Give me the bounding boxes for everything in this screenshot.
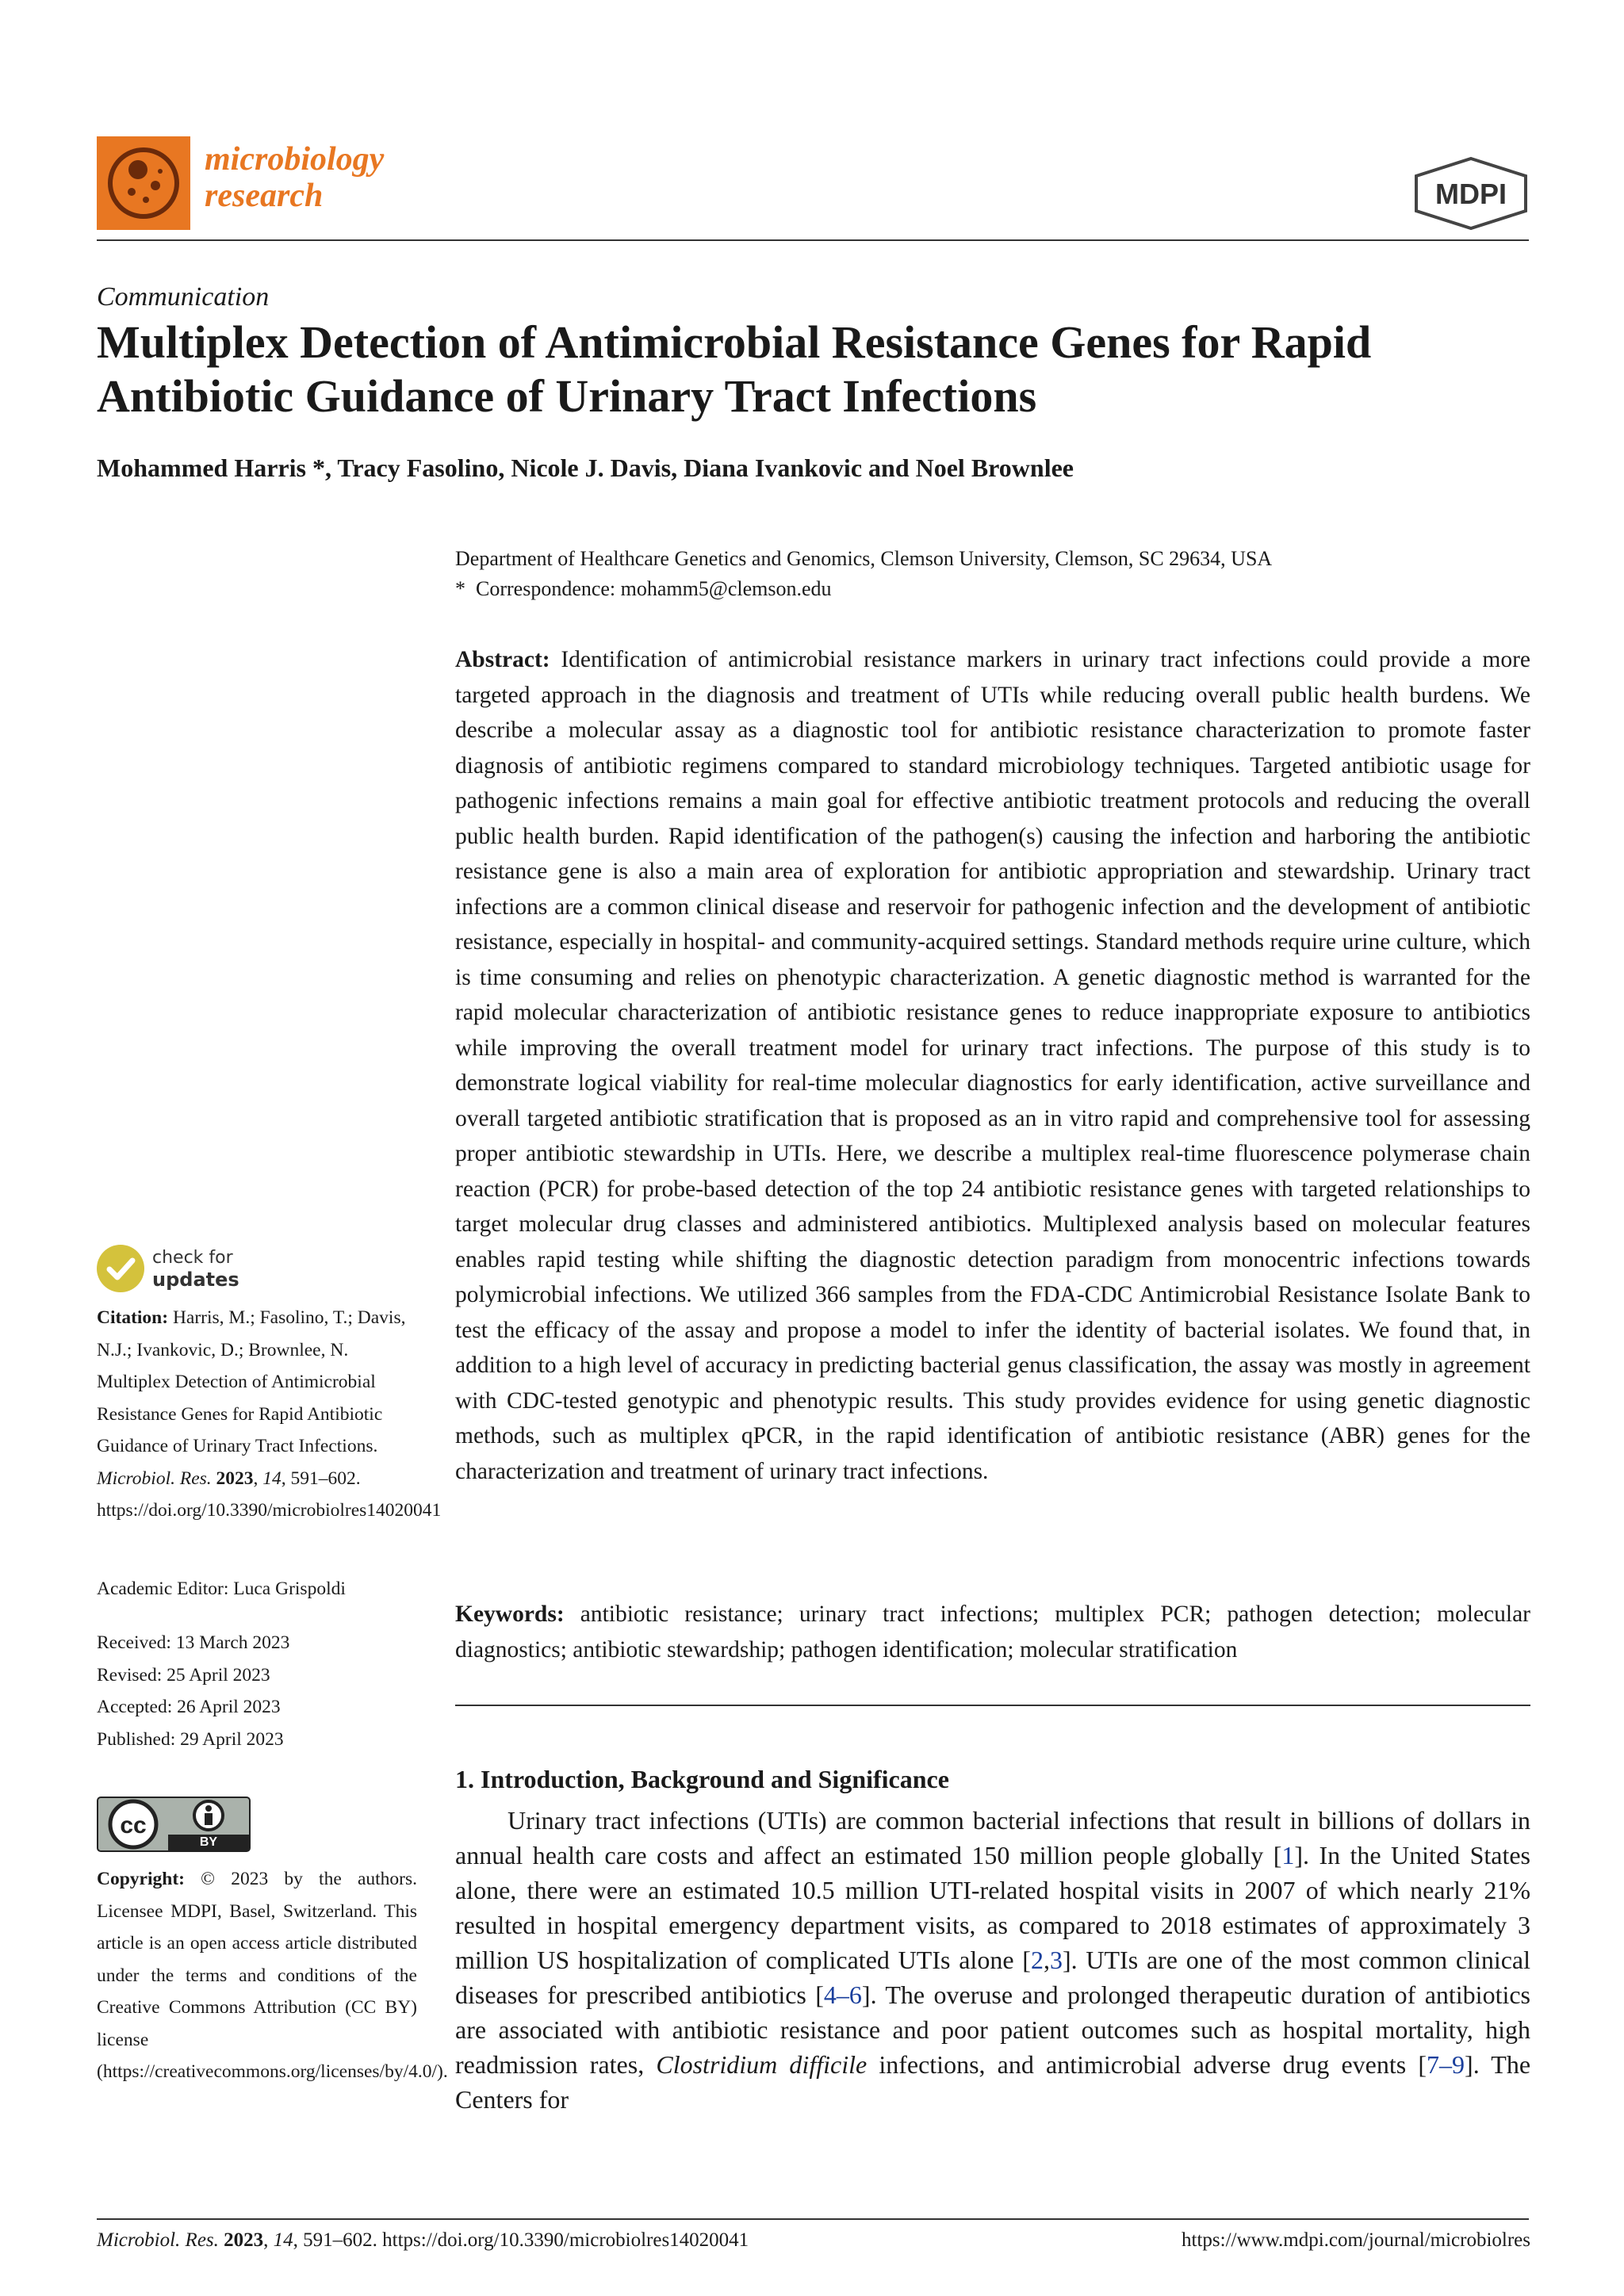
cc-by-label: BY <box>199 1835 218 1849</box>
date-published: Published: 29 April 2023 <box>97 1728 284 1750</box>
affiliation: Department of Healthcare Genetics and Genomics, Clemson University, Clemson, SC 29634, USA <box>455 547 1273 570</box>
petri-dish-icon <box>97 136 190 230</box>
check-for-updates-badge[interactable] <box>97 1245 255 1300</box>
abstract-label: Abstract: <box>455 647 550 672</box>
article-type: Communication <box>97 282 270 312</box>
publisher-name: MDPI <box>1435 178 1507 210</box>
abstract <box>455 642 1530 1489</box>
reference-link[interactable]: 9 <box>1452 2050 1465 2079</box>
reference-link[interactable]: 4 <box>823 1980 837 2009</box>
date-revised: Revised: 25 April 2023 <box>97 1664 270 1686</box>
header-divider <box>97 239 1529 241</box>
reference-link[interactable]: 3 <box>1049 1946 1063 1974</box>
date-received: Received: 13 March 2023 <box>97 1632 290 1653</box>
reference-link[interactable]: 6 <box>848 1980 862 2009</box>
citation-text: Harris, M.; Fasolino, T.; Davis, N.J.; Ivankovic, D.; Brownlee, N. Multiplex Detection of Antimicrobial Resistance Genes for Rapid Antibiotic Guidance of Urinary Tract Infections. <box>97 1307 406 1456</box>
intro-text-6: ]. The overuse and prolonged therapeutic duration of antibiotics are associated with antibiotic resistance and poor patient outcomes such as hospital mortality, high readmission rates, <box>455 1980 1530 2079</box>
copyright-text: © 2023 by the authors. Licensee MDPI, Basel, Switzerland. This article is an open access article distributed under the terms and conditions of the Creative Commons Attribution (CC BY) license (https://creativecommons.org/licenses/by/4.0/). <box>97 1869 448 2082</box>
citation: Citation: Harris, M.; Fasolino, T.; Davis, N.J.; Ivankovic, D.; Brownlee, N. Multiplex Detection of Antimicrobial Resistance Genes for Rapid Antibiotic Guidance of Urinary Tract Infections. Microbiol. Res. 2023, 14, 591–602. https://doi.org/10.3390/microbiolres14020041 <box>97 1307 442 1521</box>
abstract-text: Identification of antimicrobial resistance markers in urinary tract infections could provide a more targeted approach in the diagnosis and treatment of UTIs while reducing overall public health burdens. We describe a molecular assay as a diagnostic tool for antibiotic resistance characterization to promote faster diagnosis of antibiotic regimens compared to standard microbiology techniques. Targeted antibiotic usage for pathogenic infections remains a main goal for effective antibiotic treatment protocols and reducing the overall public health burden. Rapid identification of the pathogen(s) causing the infection and harboring the antibiotic resistance gene is also a main area of exploration for antibiotic appropriation and stewardship. Urinary tract infections are a common clinical disease and reservoir for pathogenic infection and the development of antibiotic resistance, especially in hospital- and community-acquired settings. Standard methods require urine culture, which is time consuming and relies on phenotypic characterization. A genetic diagnostic method is warranted for the rapid molecular characterization of antibiotic resistance genes to reduce inappropriate exposure to antibiotics while improving the overall treatment model for urinary tract infections. The purpose of this study is to demonstrate logical viability for real-time molecular diagnostics for early identification, active surveillance and overall targeted antibiotic stratification that is proposed as an in vitro rapid and comprehensive tool for assessing proper antibiotic stewardship in UTIs. Here, we describe a multiplex real-time fluorescence polymerase chain reaction (PCR) for probe-based detection of the top 24 antibiotic resistance genes with targeted relationships to target molecular drug classes and administered antibiotics. Multiplexed analysis based on molecular features enables rapid testing while shifting the diagnostic detection paradigm from monocentric infections towards polymicrobial infections. We utilized 366 samples from the FDA-CDC Antimicrobial Resistance Isolate Bank to test the efficacy of the assay and propose a model to infer the identity of bacterial isolates. We found that, in addition to a high level of accuracy in predicting bacterial genus classification, the assay was mostly in agreement with CDC-tested genotypic and phenotypic results. This study provides evidence for using genetic diagnostic methods, such as multiplex qPCR, in the rapid identification of antibiotic resistance (ABR) genes for the characterization and treatment of urinary tract infections. <box>455 647 1530 1484</box>
footer-divider <box>97 2218 1529 2220</box>
species-name: Clostridium difficile <box>656 2050 868 2079</box>
intro-text-2: ]. In the United States alone, there were an estimated 10.5 million UTI-related hospital visits in 2007 of which nearly 21% resulted in hospital emergency department visits, as compared to 2018 estimates of approximately 3 million US hospitalization of complicated UTIs alone [ <box>455 1841 1531 1974</box>
reference-link[interactable]: 1 <box>1281 1841 1295 1869</box>
reference-link[interactable]: 2 <box>1030 1946 1044 1974</box>
academic-editor: Academic Editor: Luca Grispoldi <box>97 1578 346 1599</box>
intro-text-3: , <box>1043 1946 1050 1974</box>
intro-text-4: ]. UTIs are one of the most common clinical diseases for prescribed antibiotics [ <box>455 1946 1531 2009</box>
abstract-divider <box>455 1705 1530 1706</box>
citation-journal: Microbiol. Res. <box>97 1468 212 1489</box>
footer-pages-doi: , 591–602. https://doi.org/10.3390/microbiolres14020041 <box>293 2229 749 2251</box>
footer-journal-url[interactable]: https://www.mdpi.com/journal/microbiolres <box>1182 2229 1530 2251</box>
intro-dash: – <box>1439 2050 1453 2079</box>
checkmark-icon <box>97 1245 144 1292</box>
journal-name <box>205 141 384 214</box>
journal-logo <box>97 136 190 230</box>
keywords <box>455 1597 1530 1667</box>
journal-name-line2: research <box>205 178 324 214</box>
reference-link[interactable]: 7 <box>1427 2050 1440 2079</box>
author-list: Mohammed Harris *, Tracy Fasolino, Nicole J. Davis, Diana Ivankovic and Noel Brownlee <box>97 453 1074 482</box>
citation-label: Citation: <box>97 1307 169 1328</box>
article-title: Multiplex Detection of Antimicrobial Resistance Genes for Rapid Antibiotic Guidance of Urinary Tract Infections <box>97 316 1372 422</box>
svg-text:cc: cc <box>120 1812 147 1839</box>
keywords-label: Keywords: <box>455 1601 565 1627</box>
footer-year: 2023 <box>224 2229 264 2251</box>
copyright-label: Copyright: <box>97 1869 185 1889</box>
citation-pages-doi: , 591–602. https://doi.org/10.3390/microbiolres14020041 <box>97 1468 442 1521</box>
footer-volume: 14 <box>273 2229 293 2251</box>
intro-text-9: ]. The Centers for <box>455 2050 1531 2114</box>
date-accepted: Accepted: 26 April 2023 <box>97 1697 281 1717</box>
section-heading: 1. Introduction, Background and Significance <box>455 1765 949 1793</box>
journal-name-line1: microbiology <box>205 141 385 178</box>
copyright-notice <box>97 1863 448 2088</box>
updates-label-line2: updates <box>152 1269 239 1291</box>
intro-text-7: infections, and antimicrobial adverse drug events [ <box>867 2050 1427 2079</box>
intro-paragraph <box>455 1803 1530 2117</box>
footer-journal: Microbiol. Res. <box>97 2229 219 2251</box>
citation-volume: 14 <box>262 1468 282 1489</box>
footer-citation: Microbiol. Res. 2023, 14, 591–602. https://doi.org/10.3390/microbiolres14020041 <box>97 2229 749 2251</box>
publication-dates <box>97 1627 417 1755</box>
intro-dash: – <box>836 1980 849 2009</box>
citation-year: 2023 <box>216 1468 254 1489</box>
keywords-text: antibiotic resistance; urinary tract infections; multiplex PCR; pathogen detection; molecular diagnostics; antibiotic stewardship; pathogen identification; molecular stratification <box>455 1601 1530 1663</box>
correspondence: * Correspondence: mohamm5@clemson.edu <box>455 577 832 600</box>
updates-label-line1: check for <box>152 1248 233 1268</box>
publisher-logo <box>1411 155 1530 232</box>
intro-text-1: Urinary tract infections (UTIs) are common bacterial infections that result in billions of dollars in annual health care costs and affect an estimated 150 million people globally [ <box>455 1806 1530 1869</box>
cc-by-license-badge[interactable] <box>97 1797 251 1852</box>
